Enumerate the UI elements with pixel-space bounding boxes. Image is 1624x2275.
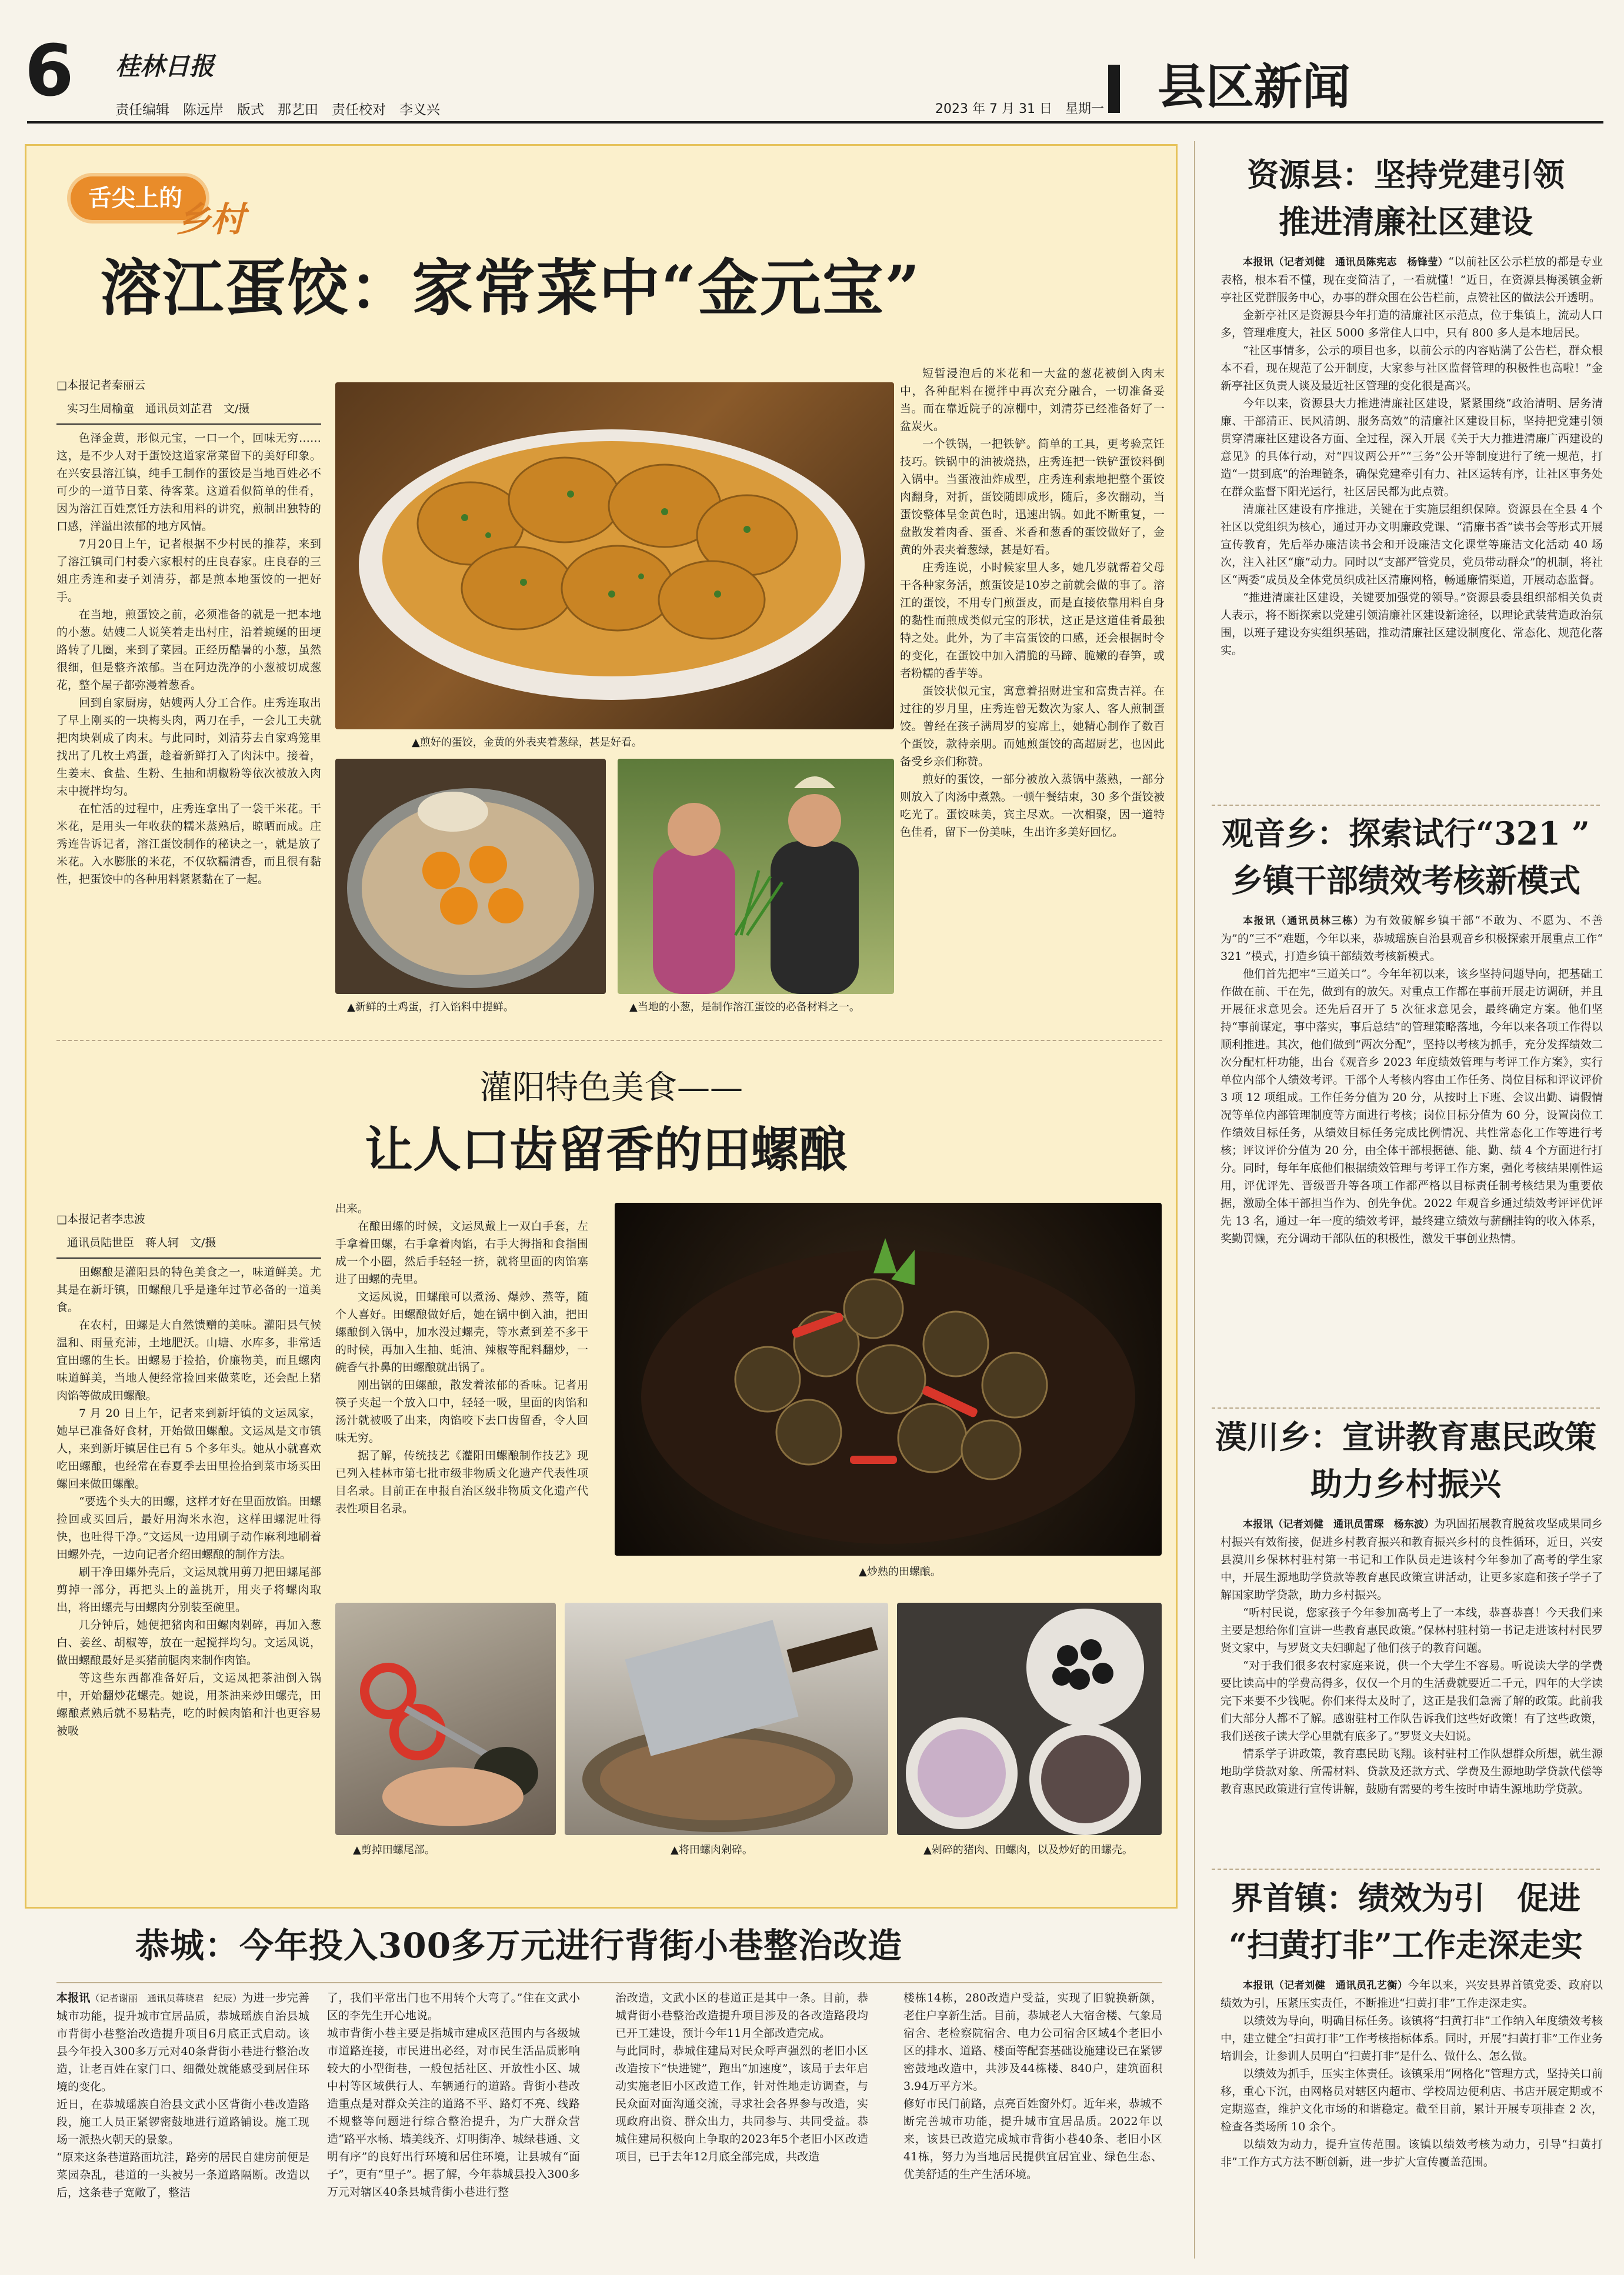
side-story-1-title-line2: 推进清廉社区建设: [1279, 203, 1533, 241]
lead-source: 本报讯（通讯员林三栋）: [1243, 915, 1365, 927]
lead-source: 本报讯（记者刘健 通讯员陈宪志 杨锋莹）: [1243, 256, 1449, 268]
side-story-4-title-line1: 界首镇：绩效为引 促进: [1231, 1879, 1580, 1917]
paragraph: 回到自家厨房，姑嫂两人分工合作。庄秀连取出了早上刚买的一块梅头肉，两刀在手，一会儿工夫就把肉块剁成了肉末。与此同时，刘清芬去自家鸡笼里找出了几枚土鸡蛋，趁着新鲜打入了肉沫中。接着，生姜末、食盐、生粉、生抽和胡椒粉等依次被放入肉末中搅拌均匀。: [56, 696, 321, 798]
byline-rule: [56, 423, 321, 425]
feature1-right-column: [900, 365, 1165, 1035]
chopping-photo: [565, 1603, 888, 1835]
paragraph: “推进清廉社区建设，关键要加强党的领导。”资源县委县组织部相关负责人表示，将不断探索以党建引领清廉社区建设新途径，以理论武装营造政治氛围，以班子建设夯实组织基础，推动清廉社区建设制度化、常态化、规范化落实。: [1220, 591, 1603, 657]
paragraph: 短暂浸泡后的米花和一大盆的葱花被倒入肉末中，各种配料在搅拌中再次充分融合，一切准备妥当。而在靠近院子的凉棚中，刘清芬已经准备好了一盆炭火。: [900, 367, 1165, 433]
snail-dish-photo: [615, 1203, 1162, 1556]
sidebar-divider-3: [1212, 1869, 1600, 1870]
feature1-left-column: [56, 429, 321, 1018]
paragraph: 金新亭社区是资源县今年打造的清廉社区示范点，位于集镇上，流动人口多，管理难度大，社区 5000 多常住人口中，只有 800 多人是本地居民。: [1220, 309, 1603, 339]
paragraph: “社区事情多，公示的项目也多，以前公示的内容贴满了公告栏，群众根本不看，现在规范了公开制度，大家参与社区监督管理的积极性也高啦！”金新亭社区负责人谈及最近社区管理的变化很是高兴。: [1220, 344, 1603, 392]
paper-name: 桂林日报: [115, 52, 215, 81]
paragraph-text: 为有效破解乡镇干部“不敢为、不愿为、不善为”的“三不”难题，今年以来，恭城瑶族自治县观音乡积极探索开展重点工作“ 321 ”模式，打造乡镇干部绩效考核新模式。: [1220, 914, 1603, 963]
feature2-left-column: [56, 1263, 321, 1863]
feature2-byline-staff: 通讯员陆世臣 蒋人轲 文/摄: [67, 1236, 216, 1249]
scissors-illustration: [335, 1603, 556, 1835]
lead-tag: 本报讯: [56, 1992, 91, 2004]
side-story-2-title-line2: 乡镇干部绩效考核新模式: [1231, 862, 1580, 899]
section-bar: [1108, 65, 1120, 113]
caption-egg-dumplings: ▲煎好的蛋饺，金黄的外表夹着葱绿，甚是好看。: [412, 736, 642, 749]
gongcheng-col-1: [56, 1989, 309, 2266]
paragraph: 7 月 20 日上午，记者来到新圩镇的文运凤家，她早已准备好食材，开始做田螺酿。文运凤是文市镇人，来到新圩镇居住已有 5 个多年头。她从小就喜欢吃田螺酿，也经常在春夏季去田里捡拾到菜市场买田螺回来做田螺酿。: [56, 1407, 321, 1490]
side-story-4-body: [1220, 1976, 1603, 2264]
paragraph: 了，我们平常出门也不用转个大弯了。”住在文武小区的李先生开心地说。 城市背街小巷主要是指城市建成区范围内与各级城市道路连接，市民进出必经，对市民生活品质影响较大的小型街巷，一般包括社区、开放性小区、城中村等区域供行人、车辆通行的道路。背街小巷改造重点是对群众关注的道路不平、路灯不亮、线路不规整等问题进行综合整治提升，为广大群众营造“路平水畅、墙美线齐、灯明街净、城绿巷通、文明有序”的良好出行环境和居住环境，让县城有“面子”，更有“里子”。据了解，今年恭城县投入300多万元对辖区40条县城背街小巷进行整: [327, 1992, 580, 2199]
paragraph: 文运凤说，田螺酿可以煮汤、爆炒、蒸等，随个人喜好。田螺酿做好后，她在锅中倒入油，把田螺酿倒入锅中，加水没过螺壳，等水煮到差不多干的时候，再加入生抽、蚝油、辣椒等配料翻炒，一碗香气扑鼻的田螺酿就出锅了。: [335, 1290, 588, 1374]
paragraph: 等这些东西都准备好后，文运凤把茶油倒入锅中，开始翻炒花螺壳。她说，用茶油来炒田螺壳，田螺酿煮熟后就不易粘壳，吃的时候肉馅和汁也更容易被吸: [56, 1672, 321, 1737]
paragraph: 田螺酿是灌阳县的特色美食之一，味道鲜美。尤其是在新圩镇，田螺酿几乎是逢年过节必备的一道美食。: [56, 1266, 321, 1314]
section-name: 县区新闻: [1158, 59, 1351, 115]
caption-ingredients: ▲剁碎的猪肉、田螺肉，以及炒好的田螺壳。: [923, 1844, 1133, 1856]
gongcheng-title: 恭城：今年投入300多万元进行背街小巷整治改造: [135, 1926, 903, 1966]
paragraph: [1220, 253, 1603, 306]
paragraph: 在酿田螺的时候，文运凤戴上一双白手套，左手拿着田螺，右手拿着肉馅，右手大拇指和食指围成一个小圈，然后手轻轻一挤，就将里面的肉馅塞进了田螺的壳里。: [335, 1220, 588, 1286]
paragraph: 据了解，传统技艺《灌阳田螺酿制作技艺》现已列入桂林市第七批市级非物质文化遗产代表性项目名录。目前正在申报自治区级非物质文化遗产代表性项目名录。: [335, 1449, 588, 1515]
snail-dish-illustration: [615, 1203, 1162, 1556]
paragraph: 庄秀连说，小时候家里人多，她几岁就帮着父母干各种家务活，煎蛋饺是10岁之前就会做的事了。溶江的蛋饺，不用专门煎蛋皮，而是直接依靠用料自身的黏性而煎成类似元宝的形状，这正是这道佳肴最独特之处。此外，为了丰富蛋饺的口感，还会根据时令的变化，在蛋饺中加入清脆的马蹄、脆嫩的春笋，或者粉糯的香芋等。: [900, 561, 1165, 680]
side-story-3-title-line2: 助力乡村振兴: [1310, 1465, 1501, 1503]
side-story-2-body: [1220, 912, 1603, 1403]
cleaver-illustration: [565, 1603, 888, 1835]
feature1-byline-staff: 实习生周榆童 通讯员刘芷君 文/摄: [67, 402, 250, 415]
byline-rule: [56, 1257, 321, 1259]
masthead-rule: [27, 121, 1603, 124]
side-story-2-title-line1: 观音乡：探索试行“321 ”: [1222, 815, 1590, 852]
paragraph: 蛋饺状似元宝，寓意着招财进宝和富贵吉祥。在过往的岁月里，庄秀连曾无数次为家人、客人煎制蛋饺。曾经在孩子满周岁的宴席上，她精心制作了数百个蛋饺，款待亲朋。而她煎蛋饺的高超厨艺，也因此备受乡亲们称赞。: [900, 685, 1165, 768]
egg-dumplings-photo: [335, 382, 894, 729]
raw-eggs-photo: [335, 759, 606, 994]
caption-chopping: ▲将田螺肉剁碎。: [671, 1844, 753, 1856]
paragraph: 今年以来，资源县大力推进清廉社区建设，紧紧围绕“政治清明、居务清廉、干部清正、民风清朗、服务高效”的清廉社区建设目标，坚持把党建引领贯穿清廉社区建设各方面、全过程，深入开展《关于大力推进清廉广西建设的意见》的具体行动，对“四议两公开”“三务”公开等制度进行了统一规范，打造“一贯到底”的治理链条，确保党建牵引有力、社区运转有序，让社区事务处在群众监督下阳光运行，社区居民都为此点赞。: [1220, 397, 1603, 498]
paragraph: 刷干净田螺外壳后，文运凤就用剪刀把田螺尾部剪掉一部分，再把头上的盖挑开，用夹子将螺肉取出，将田螺壳与田螺肉分别装至碗里。: [56, 1566, 321, 1614]
paragraph: 在农村，田螺是大自然馈赠的美味。灌阳县气候温和、雨量充沛，土地肥沃。山塘、水库多，非常适宜田螺的生长。田螺易于捡拾，价廉物美，而且螺肉味道鲜美，当地人便经常捡回来做菜吃，还会配上猪肉馅等做成田螺酿。: [56, 1319, 321, 1402]
caption-raw-eggs: ▲新鲜的土鸡蛋，打入馅料中提鲜。: [347, 1001, 514, 1013]
sidebar-divider: [1194, 141, 1195, 2259]
paragraph-text: 为进一步完善城市功能，提升城市宜居品质，恭城瑶族自治县城市背街小巷整治改造提升项目6月底正式启动。该县今年投入300多万元对40条背街小巷进行整治改造，让老百姓在家门口、细微处就能感受到居住环境的变化。 近日，在恭城瑶族自治县文武小区背街小巷改造路段，施工人员正紧锣密鼓地进行道路铺设。施工现场一派热火朝天的景象。 “原来这条巷道路面坑洼，路旁的居民自建房前便是菜园杂乱，巷道的一头被另一条道路隔断。改造以后，这条巷子宽敞了，整洁: [56, 1992, 309, 2199]
gongcheng-rule: [56, 1982, 1162, 1983]
paragraph: [1220, 912, 1603, 965]
caption-cutting-snail: ▲剪掉田螺尾部。: [353, 1844, 435, 1856]
paragraph: 以绩效为抓手，压实主体责任。该镇采用“网格化”管理方式，坚持关口前移，重心下沉，由网格员对辖区内超市、学校周边便利店、书店开展定期或不定期巡查，维护文化市场的和谐稳定。截至目前，累计开展专项排查 2 次，检查各类场所 10 余个。: [1220, 2067, 1603, 2133]
paragraph: 楼栋14栋，280改造户受益，实现了旧貌换新颜，老住户享新生活。目前，恭城老人大宿舍楼、气象局宿舍、老检察院宿舍、电力公司宿舍区域4个老旧小区的排水、道路、楼面等配套基础设施建设已在紧锣密鼓地改造中，共涉及44栋楼、840户，建筑面积3.94万平方米。 修好市民门前路，点亮百姓窗外灯。近年来，恭城不断完善城市功能，提升城市宜居品质。2022年以来，该县已改造完成城市背街小巷40条、老旧小区41栋，努力为当地居民提供宜居宜业、绿色生态、优美舒适的生产生活环境。: [903, 1992, 1162, 2181]
paragraph: 在忙活的过程中，庄秀连拿出了一袋干米花。干米花，是用头一年收获的糯米蒸熟后，晾晒而成。庄秀连告诉记者，溶江蛋饺制作的秘诀之一，就是放了米花。入水膨胀的米花，不仅软糯清香，而且很有黏性，把蛋饺中的各种用料紧紧黏在了一起。: [56, 802, 321, 886]
issue-date: 2023 年 7 月 31 日 星期一: [935, 102, 1104, 116]
gongcheng-col-2: [327, 1989, 580, 2266]
paragraph-text: “以前社区公示栏放的都是专业表格，根本看不懂，现在变简洁了，一看就懂！”近日，在资源县梅溪镇金新亭社区党群服务中心，办事的群众围在公告栏前，点赞社区的做法公开透明。: [1220, 255, 1603, 304]
feature1-title: 溶江蛋饺：家常菜中“金元宝”: [100, 252, 921, 324]
paragraph: [1220, 1976, 1603, 2012]
paragraph: 7月20日上午，记者根据不少村民的推荐，来到了溶江镇司门村委六家根村的庄良春家。庄良春的三姐庄秀连和妻子刘清芬，都是煎本地蛋饺的一把好手。: [56, 538, 321, 603]
side-story-3-body: [1220, 1515, 1603, 1865]
paragraph: 一个铁锅，一把铁铲。简单的工具，更考验烹饪技巧。铁锅中的油被烧热，庄秀连把一铁铲蛋饺料倒入锅中。当蛋液油炸成型，庄秀连利索地把整个蛋饺肉翻身，对折，蛋饺随即成形，随后，多次翻动，当蛋饺整体呈金黄色时，迅速出锅。如此不断重复，一盘散发着肉香、蛋香、米香和葱香的蛋饺做好了，金黄的外表夹着葱绿，甚是好看。: [900, 438, 1165, 556]
gongcheng-col-4: [903, 1989, 1162, 2266]
paragraph: 出来。: [335, 1202, 369, 1215]
column-badge-text: 舌尖上的: [88, 184, 182, 212]
caption-green-onion: ▲当地的小葱，是制作溶江蛋饺的必备材料之一。: [629, 1001, 860, 1013]
paragraph: “要选个头大的田螺，这样才好在里面放馅。田螺捡回或买回后，最好用淘米水泡，这样田螺泥吐得快，也吐得干净。”文运凤一边用刷子动作麻利地刷着田螺外壳，一边向记者介绍田螺酿的制作方法。: [56, 1495, 321, 1561]
sidebar-divider-1: [1212, 805, 1600, 806]
paragraph: 几分钟后，她便把猪肉和田螺肉剁碎，再加入葱白、姜丝、胡椒等，放在一起搅拌均匀。文运凤说，做田螺酿最好是买猪前腿肉来制作肉馅。: [56, 1619, 321, 1667]
lead-source: （记者谢丽 通讯员蒋晓君 纪辰）: [90, 1993, 242, 2004]
feature2-byline-reporter: □本报记者李忠波: [56, 1213, 145, 1226]
side-story-1-body: [1220, 253, 1603, 800]
editors-line: 责任编辑 陈远岸 版式 那艺田 责任校对 李义兴: [115, 102, 440, 118]
ingredients-photo: [897, 1603, 1162, 1835]
raw-eggs-illustration: [335, 759, 606, 994]
paragraph: 清廉社区建设有序推进，关键在于实施层组织保障。资源县在全县 4 个社区以党组织为核心，通过开办文明廉政党课、“清廉书香”读书会等形式开展宣传教育，先后举办廉洁读书会和开设廉洁文化课堂等廉洁文化活动 40 场次，注入社区“廉”动力。同时以“支部严管党员，党员带动群众”的机制，将社区“两委”成员及全体党员织成社区清廉网格，畅通廉情渠道，开展动态监督。: [1220, 503, 1603, 586]
side-story-4-title-line2: “扫黄打非”工作走深走实: [1228, 1926, 1583, 1964]
caption-snail-dish: ▲炒熟的田螺酿。: [859, 1566, 941, 1578]
side-story-3-title-line1: 漠川乡：宣讲教育惠民政策: [1215, 1418, 1596, 1456]
side-story-1-title-line1: 资源县：坚持党建引领: [1247, 156, 1565, 194]
paragraph: [1220, 1515, 1603, 1604]
paragraph: 煎好的蛋饺，一部分被放入蒸锅中蒸熟，一部分则放入了肉汤中煮熟。一顿午餐结束，30 多个蛋饺被吃光了。蛋饺味美，宾主尽欢。一次相聚，因一道特色佳肴，留下一份美味，生出许多美好回忆。: [900, 773, 1165, 839]
cutting-snail-photo: [335, 1603, 556, 1835]
lead-source: 本报讯（记者刘健 通讯员孔艺衡）: [1243, 1980, 1408, 1992]
paragraph: 情系学子讲政策，教育惠民助飞翔。该村驻村工作队想群众所想，就生源地助学贷款对象、所需材料、贷款及还款方式、学费及生源地助学贷款代偿等教育惠民政策进行宣传讲解，鼓励有需要的考生按时申请生源地助学贷款。: [1220, 1747, 1603, 1796]
column-badge-script: 乡村: [176, 199, 245, 239]
page-number: 6: [25, 31, 74, 112]
paragraph: 刚出锅的田螺酿，散发着浓郁的香味。记者用筷子夹起一个放入口中，轻轻一吸，里面的肉馅和汤汁就被吸了出来，肉馅咬下去口齿留香，令人回味无穷。: [335, 1379, 588, 1445]
lead-source: 本报讯（记者刘健 通讯员雷琛 杨东波）: [1243, 1519, 1435, 1530]
feature-divider: [56, 1040, 1162, 1041]
sidebar-divider-2: [1212, 1407, 1600, 1409]
paragraph-text: 为巩固拓展教育脱贫攻坚成果同乡村振兴有效衔接，促进乡村教育振兴和教育振兴乡村的良性循环，近日，兴安县漠川乡保林村驻村第一书记和工作队员走进该村今年参加了高考的学生家中，开展生源地助学贷款等教育惠民政策宣讲活动，让更多家庭和孩子学子了解国家助学贷款，助力乡村振兴。: [1220, 1517, 1603, 1602]
paragraph: 以绩效为导向，明确目标任务。该镇将“扫黄打非”工作纳入年度绩效考核中，建立健全“扫黄打非”工作考核指标体系。同时，开展“扫黄打非”工作业务培训会，让参训人员明白“扫黄打非”是什么、做什么、怎么做。: [1220, 2014, 1603, 2063]
paragraph: 在当地，煎蛋饺之前，必须准备的就是一把本地的小葱。姑嫂二人说笑着走出村庄，沿着蜿蜒的田埂路转了几圈，来到了菜园。正经历酷暑的小葱，虽然很细，但是整齐浓郁。当在阿边洗净的小葱被切成葱花，整个屋子都弥漫着葱香。: [56, 608, 321, 692]
egg-dumplings-illustration: [335, 382, 894, 729]
paragraph: 色泽金黄，形似元宝，一口一个，回味无穷……这，是不少人对于蛋饺这道家常菜留下的美好印象。在兴安县溶江镇，纯手工制作的蛋饺是当地百姓必不可少的一道节日菜、待客菜。这道看似简单的佳肴，因为溶江百姓烹饪方法和用料的讲究，煎制出独特的口感，洋溢出浓郁的地方风情。: [56, 432, 321, 533]
paragraph: 他们首先把牢“三道关口”。今年年初以来，该乡坚持问题导向，把基础工作做在前、干在先，做到有的放矢。对重点工作都在事前开展走访调研，并且开展征求意见会。还先后召开了 5 次征求意见会，最终确定方案。他们坚持“事前谋定，事中落实，事后总结”的管理策略落地，今年以来各项工作得以顺利推进。其次，他们做到“两次分配”，坚持以考核为抓手，充分发挥绩效二次分配杠杆功能，出台《观音乡 2023 年度绩效管理与考评工作方案》，实行单位内部个人绩效考评。干部个人考核内容由工作任务、岗位目标和评议评价 3 项 12 项组成。工作任务分值为 20 分，从按时上下班、会议出勤、请假情况等单位内部管理制度等方面进行考核；岗位目标分值为 60 分，设置岗位工作绩效目标任务，从绩效目标任务完成比例情况、共性常态化工作等进行考核；评议评价分值为 20 分，由全体干部根据德、能、勤、绩 4 个方面进行打分。同时，每年年底他们根据绩效管理与考评工作方案，强化考核结果刚性运用，评优评先、晋级晋升等各项工作都严格以目标责任制考核结果为重要依据，激励全体干部担当作为、创先争优。2022 年观音乡通过绩效考评评优评先 13 名，通过一年一度的绩效考评，最终建立绩效与薪酬挂钩的收入体系，奖勤罚懒，充分调动干部队伍的积极性，激发干事创业热情。: [1220, 968, 1603, 1245]
feature2-kicker: 灌阳特色美食——: [479, 1069, 743, 1107]
paragraph: [56, 1989, 309, 2201]
green-onion-photo: [618, 759, 894, 994]
feature1-byline-reporter: □本报记者秦丽云: [56, 379, 145, 392]
villagers-illustration: [618, 759, 894, 994]
gongcheng-col-3: [615, 1989, 868, 2266]
paragraph: 以绩效为动力，提升宣传范围。该镇以绩效考核为动力，引导“扫黄打非”工作方式方法不断创新，进一步扩大宣传覆盖范围。: [1220, 2138, 1603, 2169]
paragraph: “听村民说，您家孩子今年参加高考上了一本线，恭喜恭喜！今天我们来主要是想给你们宣讲一些教育惠民政策。”保林村驻村第一书记走进该村村民罗贤文家中，与罗贤文夫妇聊起了他们孩子的教育问题。: [1220, 1606, 1603, 1654]
paragraph-text: 今年以来，兴安县界首镇党委、政府以绩效为引，压紧压实责任，不断推进“扫黄打非”工作走深走实。: [1220, 1979, 1603, 2010]
paragraph: “对于我们很多农村家庭来说，供一个大学生不容易。听说读大学的学费要比读高中的学费高得多，仅仅一个月的生活费就要近二千元，四年的大学读完下来要不少钱呢。你们来得太及时了，这正是我们急需了解的政策。此前我们大部分人都不了解。感谢驻村工作队告诉我们这些好政策！有了这些政策，我们送孩子读大学心里就有底多了。”罗贤文夫妇说。: [1220, 1659, 1603, 1743]
bowls-illustration: [897, 1603, 1162, 1835]
feature2-title: 让人口齿留香的田螺酿: [365, 1122, 848, 1178]
paragraph: 治改造，文武小区的巷道正是其中一条。目前，恭城背街小巷整治改造提升项目涉及的各改造路段均已开工建设，预计今年11月全部改造完成。 与此同时，恭城住建局对民众呼声强烈的老旧小区改造按下“快进键”，跑出“加速度”，该局于去年启动实施老旧小区改造工作，针对性地走访调查，与民众面对面沟通交流，寻求社会各界参与改造，实现政府出资、群众出力，共同参与、共同受益。恭城住建局积极向上争取的2023年5个老旧小区改造项目，已于去年12月底全部完成，共改造: [615, 1992, 868, 2163]
